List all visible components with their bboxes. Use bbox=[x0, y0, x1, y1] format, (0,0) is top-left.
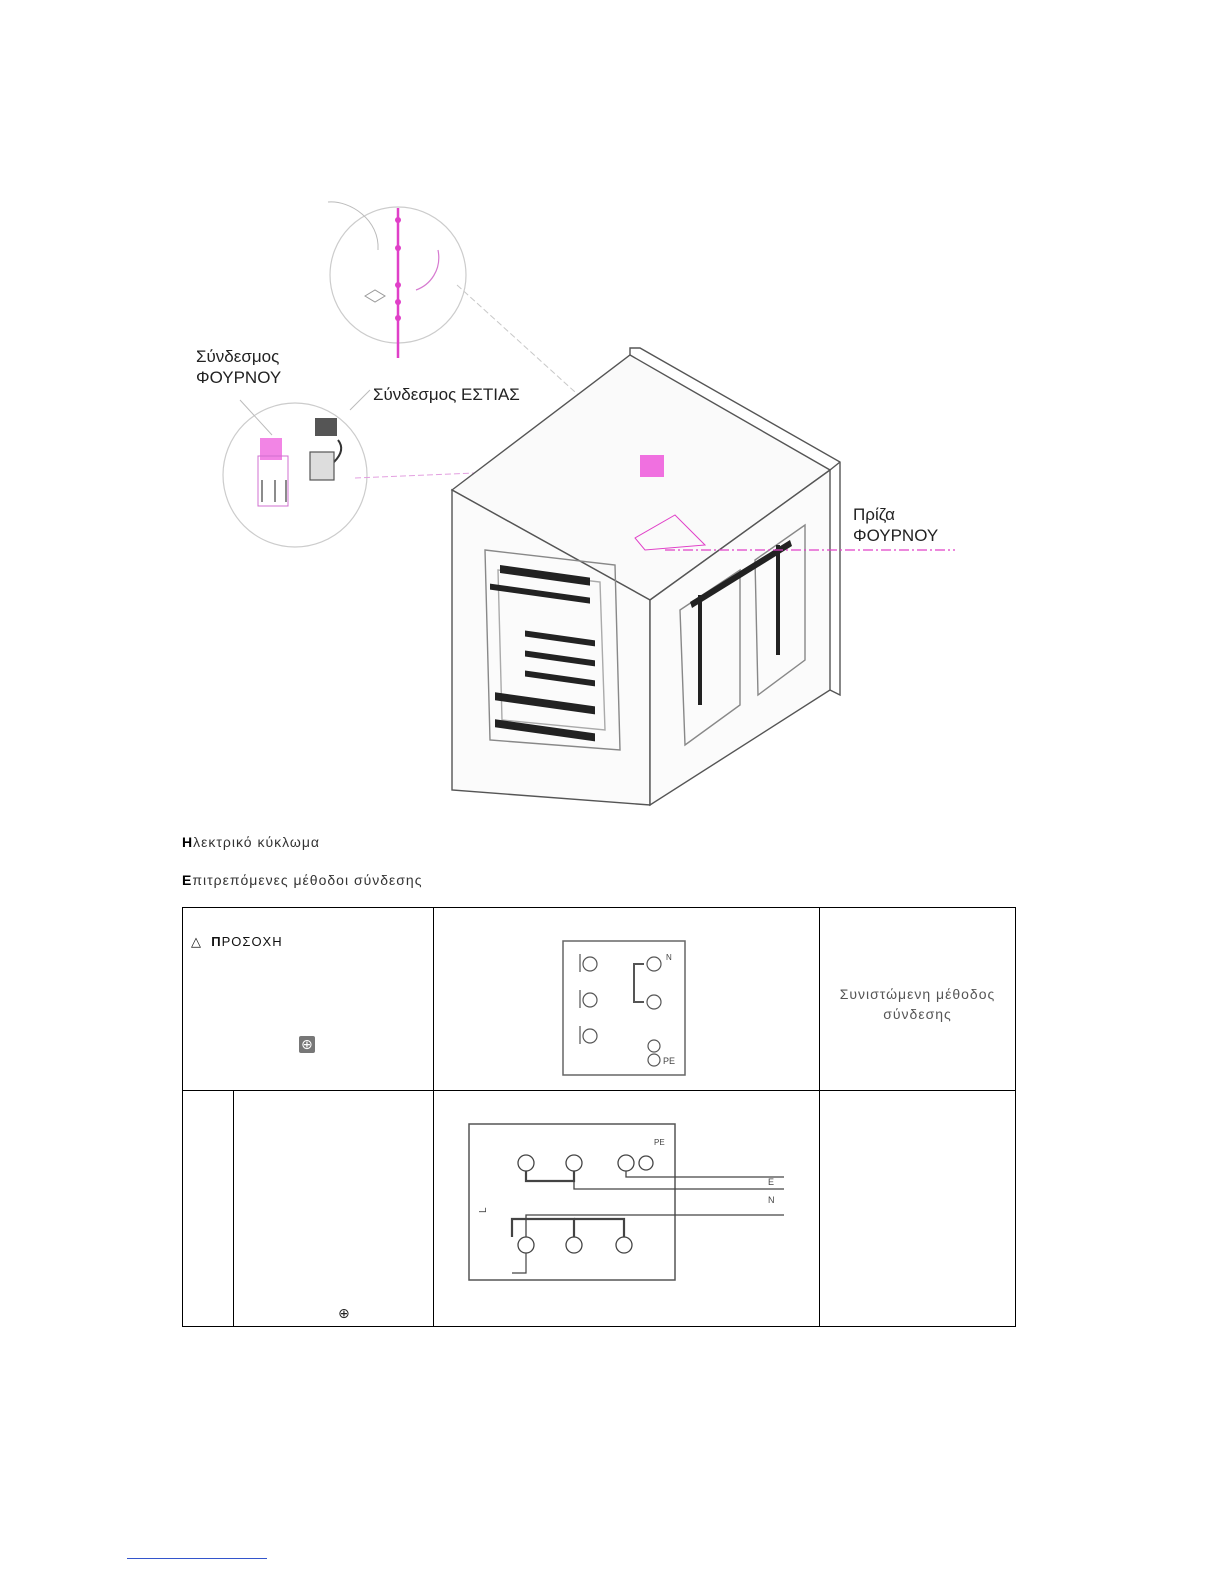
electric-circuit-heading-initial: Η bbox=[182, 834, 194, 850]
oven-socket-label bbox=[853, 504, 938, 546]
oven-socket-label-line1: Πρίζα bbox=[853, 505, 895, 524]
connection-methods-heading bbox=[182, 872, 422, 888]
earth-symbol-icon: ⊕ bbox=[301, 1036, 313, 1052]
diagram2-label-pe: PE bbox=[654, 1138, 665, 1147]
earth-symbol-icon: ⊕ bbox=[338, 1305, 350, 1321]
electric-circuit-heading bbox=[182, 834, 320, 850]
diagram1-label-n: N bbox=[666, 953, 672, 962]
electric-circuit-heading-text: λεκτρικό κύκλωμα bbox=[193, 834, 321, 850]
oven-connector-label-line1: Σύνδεσμος bbox=[196, 347, 280, 366]
oven-connector-label-line2: ΦΟΥΡΝΟΥ bbox=[196, 368, 282, 387]
connection-methods-heading-text: πιτρεπόμενες μέθοδοι σύνδεσης bbox=[192, 872, 423, 888]
recommended-cell bbox=[820, 908, 1016, 1091]
footnote-separator bbox=[127, 1558, 267, 1559]
oven-socket-label-line2: ΦΟΥΡΝΟΥ bbox=[853, 526, 939, 545]
recommended-line-1: Συνιστώμενη μέθοδος bbox=[839, 986, 996, 1002]
recommended-method-text bbox=[820, 984, 1015, 1024]
warning-label-initial: Π bbox=[211, 934, 222, 949]
warning-label-text: ΡΟΣΟΧΗ bbox=[221, 934, 283, 949]
empty-notes-cell bbox=[820, 1091, 1016, 1327]
terminal-block-diagram-1 bbox=[562, 940, 686, 1076]
oven-connector-label bbox=[196, 346, 281, 388]
wiring-description-cell bbox=[234, 1091, 434, 1327]
warning-label bbox=[191, 934, 283, 950]
hob-connector-mark bbox=[640, 455, 664, 477]
diagram-cell-1 bbox=[434, 908, 820, 1091]
table-row bbox=[183, 908, 1016, 1091]
diagram1-label-pe: PE bbox=[663, 1056, 676, 1066]
oven-body bbox=[452, 348, 840, 805]
diagram2-label-l: L bbox=[478, 1207, 489, 1213]
warning-cell bbox=[183, 908, 434, 1091]
warning-triangle-icon: △ bbox=[191, 934, 202, 949]
diagram2-label-e: E bbox=[768, 1177, 775, 1187]
empty-index-cell bbox=[183, 1091, 234, 1327]
connection-methods-table bbox=[182, 907, 1016, 1327]
recommended-line-2: σύνδεσης bbox=[883, 1006, 952, 1022]
diagram2-label-n: N bbox=[768, 1195, 775, 1205]
table-row bbox=[183, 1091, 1016, 1327]
hob-connector-label: Σύνδεσμος ΕΣΤΙΑΣ bbox=[373, 385, 520, 404]
connection-methods-heading-initial: Ε bbox=[182, 872, 193, 888]
diagram-cell-2 bbox=[434, 1091, 820, 1327]
terminal-block-diagram-2 bbox=[468, 1123, 788, 1283]
